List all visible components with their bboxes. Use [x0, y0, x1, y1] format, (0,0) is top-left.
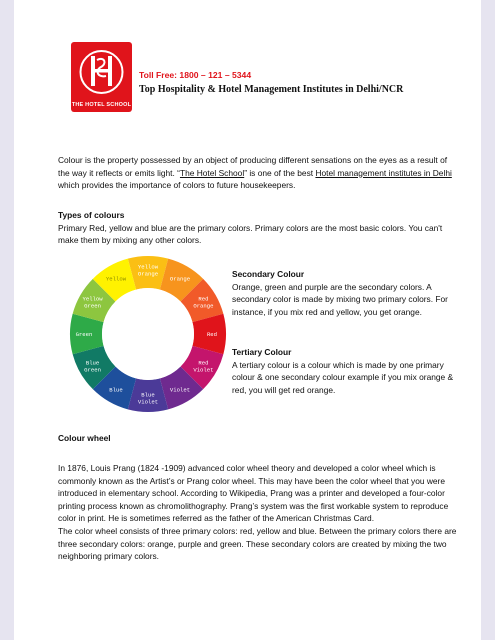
- intro-text-3: which provides the importance of colors to future housekeepers.: [58, 180, 296, 191]
- colour-wheel-heading: Colour wheel: [58, 433, 111, 443]
- intro-text-1: Colour is the property possessed by an object of producing different sensations on the eyes as a result of the way it reflects or emits light. “: [58, 155, 448, 178]
- colour-wheel-section: [58, 462, 458, 563]
- wheel-label: Yellow: [105, 275, 127, 283]
- wheel-label: Green: [75, 331, 93, 338]
- wheel-label: Red Orange: [193, 295, 214, 310]
- secondary-heading: Secondary Colour: [232, 269, 305, 279]
- wheel-label: Red Violet: [193, 359, 214, 374]
- wheel-label: Violet: [169, 386, 191, 394]
- toll-free-number: Toll Free: 1800 – 121 – 5344: [139, 70, 252, 80]
- wheel-label: Yellow Green: [82, 295, 103, 310]
- document-page: [14, 0, 481, 640]
- color-wheel: [68, 254, 228, 414]
- types-section: [58, 209, 458, 247]
- types-heading: Types of colours: [58, 210, 125, 220]
- wheel-center: [102, 288, 194, 380]
- secondary-body: Orange, green and purple are the secondary colors. A secondary color is made by mixing two primary colors. For instance, if you mix red and yellow, you get orange.: [232, 281, 448, 317]
- tertiary-body: A tertiary colour is a colour which is made by one primary colour & one secondary colour example if you mix orange & red, you will get red orange.: [232, 359, 454, 395]
- colour-wheel-history: In 1876, Louis Prang (1824 -1909) advanced color wheel theory and developed a color wheel which is commonly known as the Artist’s or Prang color wheel. This may have been the color wheel that you were introduced in elementary school. According to Wikipedia, Prang was a printer and developed a four-color printing process known as chromolithography. Prang’s system was the first workable system to reproduce color in print. He is sometimes referred as the father of the American Christmas Card.: [58, 463, 449, 524]
- intro-text-2: ” is one of the best: [244, 167, 316, 178]
- types-body: Primary Red, yellow and blue are the primary colors. Primary colors are the most basic colors. You can't make them by mixing any other colors.: [58, 222, 443, 246]
- wheel-label: Orange: [169, 275, 191, 283]
- wheel-label: Blue Green: [84, 359, 101, 374]
- hotel-school-logo: [71, 42, 132, 112]
- colour-wheel-primaries: The color wheel consists of three primary colors: red, yellow and blue. Between the primary colors there are three secondary colors: orange, purple and green. These secondary colors are created by mixing the two neighboring primary colors.: [58, 525, 457, 562]
- institutes-link[interactable]: Hotel management institutes in Delhi: [315, 167, 452, 178]
- header-tagline: Top Hospitality & Hotel Management Institutes in Delhi/NCR: [139, 84, 404, 95]
- wheel-label: Yellow Orange: [137, 263, 159, 278]
- intro-paragraph: [58, 154, 453, 192]
- tertiary-heading: Tertiary Colour: [232, 347, 292, 357]
- hotel-school-link[interactable]: The Hotel School: [179, 167, 245, 178]
- secondary-section: [232, 268, 457, 318]
- wheel-label: Blue Violet: [137, 391, 159, 406]
- wheel-label: Blue: [109, 386, 123, 394]
- tertiary-section: [232, 346, 457, 396]
- wheel-label: Red: [206, 331, 218, 338]
- logo-caption: THE HOTEL SCHOOL: [71, 102, 132, 108]
